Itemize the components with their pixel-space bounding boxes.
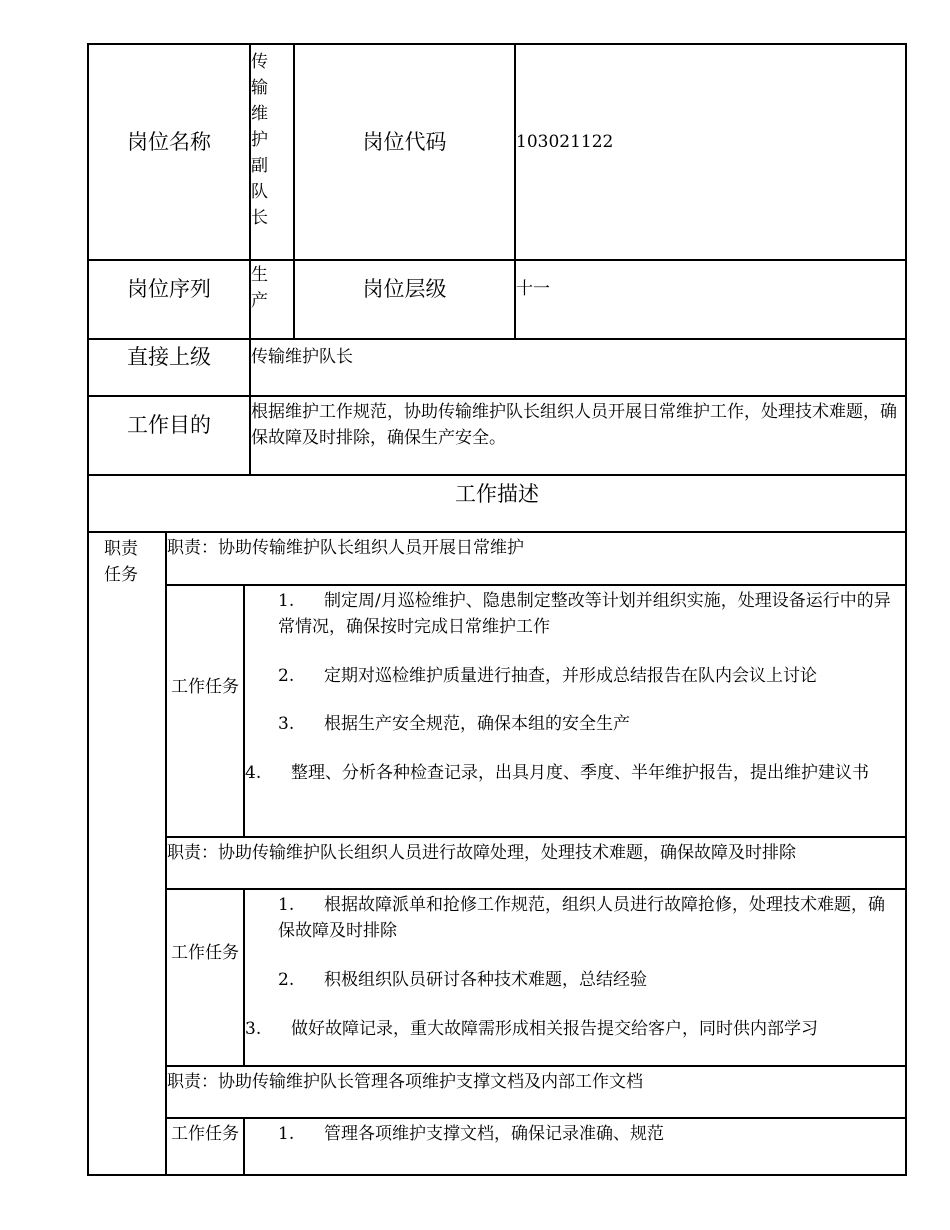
task-label: 工作任务	[171, 677, 239, 697]
table-line	[165, 584, 907, 586]
level-label: 岗位层级	[362, 277, 447, 301]
table-line	[87, 338, 907, 340]
duty-task-label: 职责任务	[104, 539, 138, 585]
task-item	[245, 1016, 818, 1042]
post-name-label: 岗位名称	[127, 130, 211, 154]
task-item	[278, 967, 647, 993]
table-line	[87, 43, 907, 45]
table-line	[165, 888, 907, 890]
task-number: 2.	[278, 970, 295, 990]
task-number: 1.	[278, 591, 295, 611]
table-line	[905, 43, 907, 1176]
task-label: 工作任务	[171, 1124, 239, 1144]
task-item	[278, 1121, 664, 1147]
sequence-value: 生产	[251, 265, 268, 311]
level-value: 十一	[516, 279, 550, 299]
task-text: 根据生产安全规范，确保本组的安全生产	[324, 714, 630, 734]
post-code-value: 103021122	[516, 132, 614, 152]
task-text: 积极组织队员研讨各种技术难题，总结经验	[324, 970, 647, 990]
task-text: 整理、分析各种检查记录，出具月度、季度、半年维护报告，提出维护建议书	[291, 763, 869, 783]
table-line	[165, 1065, 907, 1067]
task-item	[278, 588, 893, 640]
table-line	[87, 43, 89, 1176]
purpose-value: 根据维护工作规范，协助传输维护队长组织人员开展日常维护工作，处理技术难题，确保故障及时排除，确保生产安全。	[251, 402, 897, 448]
task-item	[278, 892, 893, 944]
duty-title: 职责：协助传输维护队长组织人员进行故障处理，处理技术难题，确保故障及时排除	[167, 843, 796, 863]
task-text: 根据故障派单和抢修工作规范，组织人员进行故障抢修，处理技术难题，确保故障及时排除	[278, 895, 885, 941]
task-number: 1.	[278, 1124, 295, 1144]
table-line	[87, 259, 907, 261]
task-number: 4.	[245, 763, 262, 783]
purpose-label: 工作目的	[127, 413, 211, 437]
task-text: 做好故障记录，重大故障需形成相关报告提交给客户，同时供内部学习	[291, 1019, 818, 1039]
superior-label: 直接上级	[127, 345, 211, 369]
task-item	[278, 711, 630, 737]
table-line	[165, 1117, 907, 1119]
sequence-label: 岗位序列	[127, 277, 211, 301]
table-line	[87, 531, 907, 533]
task-text: 管理各项维护支撑文档，确保记录准确、规范	[324, 1124, 664, 1144]
superior-value: 传输维护队长	[251, 347, 353, 367]
task-item	[278, 663, 817, 689]
task-number: 3.	[278, 714, 295, 734]
task-number: 1.	[278, 895, 295, 915]
table-line	[87, 1174, 907, 1176]
task-number: 2.	[278, 666, 295, 686]
duty-title: 职责：协助传输维护队长组织人员开展日常维护	[167, 538, 524, 558]
post-code-label: 岗位代码	[362, 130, 447, 154]
table-line	[243, 1117, 245, 1176]
task-item	[245, 760, 893, 786]
table-line	[87, 474, 907, 476]
table-line	[165, 836, 907, 838]
duty-title: 职责：协助传输维护队长管理各项维护支撑文档及内部工作文档	[167, 1072, 643, 1092]
task-number: 3.	[245, 1019, 262, 1039]
table-line	[243, 584, 245, 838]
task-label: 工作任务	[171, 943, 239, 963]
section-title: 工作描述	[455, 482, 539, 506]
post-name-value: 传输维护副队长	[251, 52, 268, 228]
task-text: 制定周/月巡检维护、隐患制定整改等计划并组织实施，处理设备运行中的异常情况，确保按时完成日常维护工作	[278, 591, 891, 637]
table-line	[87, 395, 907, 397]
task-text: 定期对巡检维护质量进行抽查，并形成总结报告在队内会议上讨论	[324, 666, 817, 686]
